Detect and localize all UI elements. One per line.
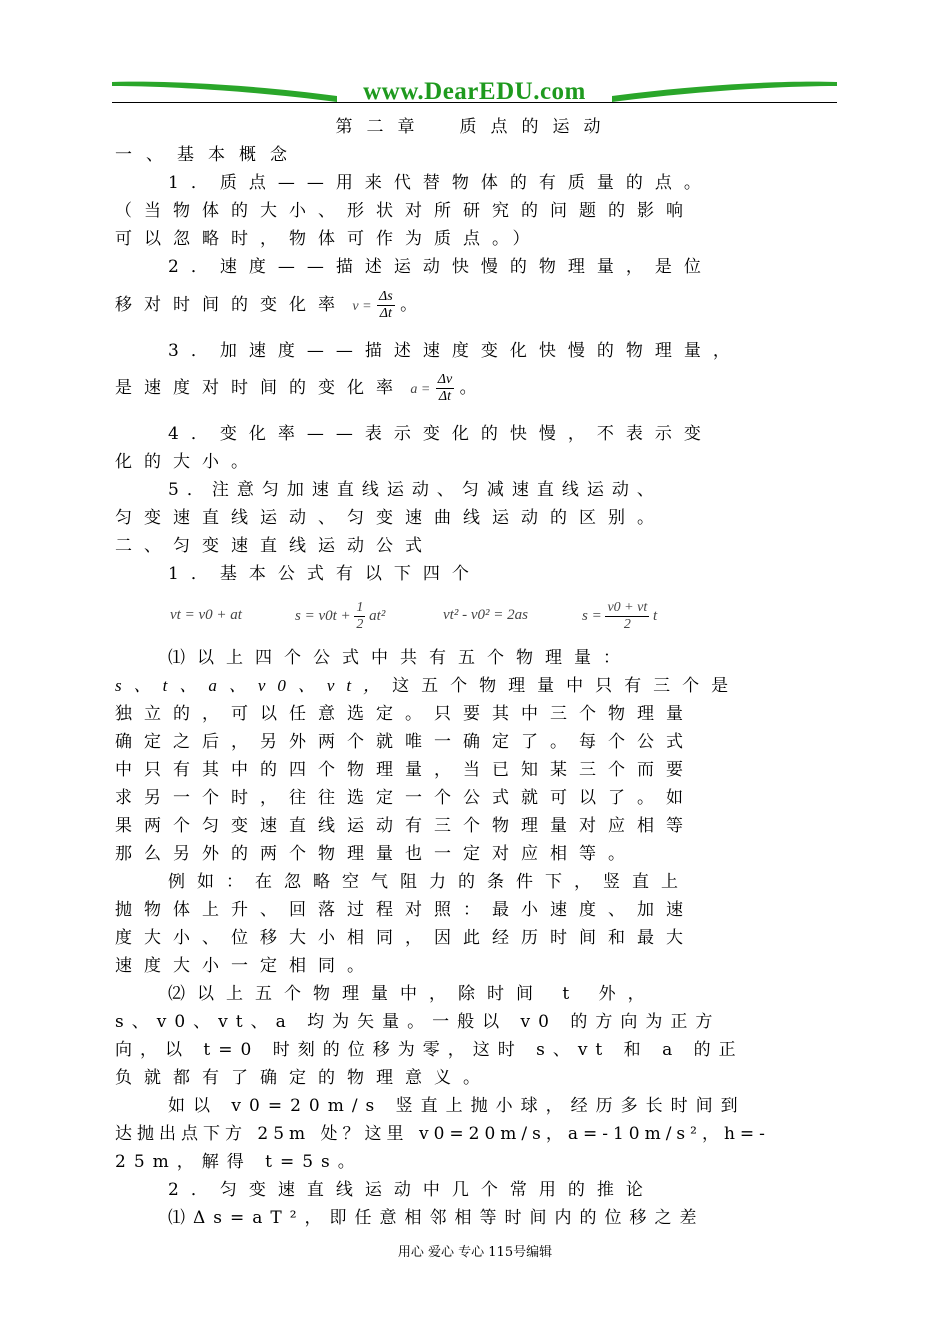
p3-line-b: 是速度对时间的变化率 a = $\frac{\Delta v}{\Delta t}$ 。 xyxy=(115,372,477,404)
p1-line-a: 1．质点——用来代替物体的有质量的点。 xyxy=(168,173,713,193)
example-line-3: 度大小、位移大小相同，因此经历时间和最大 xyxy=(115,928,695,948)
n2-line-3: 向，以 t=0 时刻的位移为零，这时 s、vt 和 a 的正 xyxy=(115,1040,744,1060)
example-line-4: 速度大小一定相同。 xyxy=(115,956,376,976)
example-line-2: 抛物体上升、回落过程对照：最小速度、加速 xyxy=(115,900,695,920)
n1-line-4: 确定之后，另外两个就唯一确定了。每个公式 xyxy=(115,732,695,752)
n1-line-1: ⑴以上四个公式中共有五个物理量： xyxy=(168,648,632,668)
p1-line-b: （当物体的大小、形状对所研究的问题的影响 xyxy=(115,201,695,221)
formula-velocity: vt = v0 + at xyxy=(170,607,242,623)
p2-line-a: 2．速度——描述运动快慢的物理量，是位 xyxy=(168,257,713,277)
p5-line-b: 匀变速直线运动、匀变速曲线运动的区别。 xyxy=(115,508,666,528)
acceleration-fraction: $\frac{\Delta v}{\Delta t}$ xyxy=(437,372,453,404)
n1-line-8: 那么另外的两个物理量也一定对应相等。 xyxy=(115,844,637,864)
example2-line-3: 25m，解得 t=5s。 xyxy=(115,1152,363,1172)
p4-line-b: 化的大小。 xyxy=(115,452,260,472)
formula-velocity-squared: vt² - v0² = 2as xyxy=(443,607,528,623)
formula-average-velocity: s = $\frac{v0 + vt}{2}$ t xyxy=(582,600,658,632)
site-logo: www.DearEDU.com xyxy=(363,78,586,105)
example2-line-1: 如以 v0=20m/s 竖直上抛小球，经历多长时间到 xyxy=(168,1096,746,1116)
example-line-1: 例如：在忽略空气阻力的条件下，竖直上 xyxy=(168,872,690,892)
n1-line-3: 独立的，可以任意选定。只要其中三个物理量 xyxy=(115,704,695,724)
s2-p2: 2．匀变速直线运动中几个常用的推论 xyxy=(168,1180,655,1200)
site-header xyxy=(112,78,837,106)
chapter-title: 第二章 质点的运动 xyxy=(335,117,615,137)
velocity-fraction: $\frac{\Delta s}{\Delta t}$ xyxy=(378,289,393,321)
p4-line-a: 4．变化率——表示变化的快慢，不表示变 xyxy=(168,424,713,444)
p1-line-c: 可以忽略时，物体可作为质点。） xyxy=(115,229,542,249)
p5-line-a: 5．注意匀加速直线运动、匀减速直线运动、 xyxy=(168,480,662,500)
example2-line-2: 达抛出点下方 25m 处？这里 v0=20m/s，a=-10m/s²，h=- xyxy=(115,1124,770,1144)
n1-line-5: 中只有其中的四个物理量，当已知某三个而要 xyxy=(115,760,695,780)
s2-p2a: ⑴Δs=aT²，即任意相邻相等时间内的位移之差 xyxy=(168,1208,705,1228)
n2-line-4: 负就都有了确定的物理意义。 xyxy=(115,1068,492,1088)
s2-p1: 1．基本公式有以下四个 xyxy=(168,564,481,584)
n1-line-2: s、t、a、v0、vt，这五个物理量中只有三个是 xyxy=(115,676,741,696)
p2-line-b: 移对时间的变化率 v = $\frac{\Delta s}{\Delta t}$ 。 xyxy=(115,289,418,321)
n2-line-2: s、v0、vt、a 均为矢量。一般以 v0 的方向为正方 xyxy=(115,1012,721,1032)
header-rule xyxy=(112,102,837,103)
n2-line-1: ⑵以上五个物理量中，除时间 t 外， xyxy=(168,984,657,1004)
section-1-heading: 一、基本概念 xyxy=(115,145,301,165)
n1-line-6: 求另一个时，往往选定一个公式就可以了。如 xyxy=(115,788,695,808)
section-2-heading: 二、匀变速直线运动公式 xyxy=(115,536,434,556)
page-footer: 用心 爱心 专心 115号编辑 xyxy=(397,1245,553,1260)
p3-line-a: 3．加速度——描述速度变化快慢的物理量， xyxy=(168,341,742,361)
n1-line-7: 果两个匀变速直线运动有三个物理量对应相等 xyxy=(115,816,695,836)
formula-displacement: s = v0t + $\frac{1}{2}$ at² xyxy=(295,600,386,632)
